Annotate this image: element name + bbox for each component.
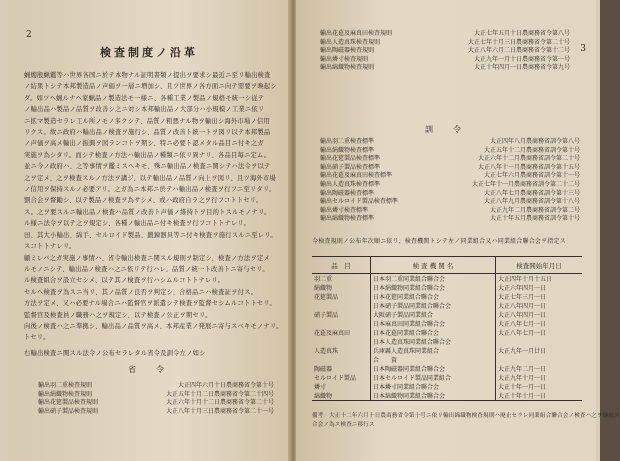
- cell-org: 大阪硝子製品同業組合: [371, 310, 496, 319]
- paragraph-line: ノ輸出品ハ製品ノ品質ヲ改善シ之ニ対シ本邦輸出品ノ大部分ハ小規模ノ工業ニ依リ: [24, 106, 265, 114]
- cell-item: 羽二重: [314, 276, 333, 283]
- table-row: [312, 346, 582, 355]
- footnote-line: 合会ノ為ス検査ニ移行ス: [312, 422, 375, 428]
- cell-date: 大正十年一月一日: [498, 384, 547, 391]
- paragraph-line: トセリ。: [24, 334, 50, 342]
- cell-item: 人造真珠: [314, 348, 339, 355]
- table-row: [312, 310, 582, 319]
- ordinance-list-cont: [320, 30, 570, 73]
- cell-date: 大正八年七月一日: [498, 321, 547, 328]
- instruction-row: [320, 138, 580, 147]
- table-row: [312, 301, 582, 310]
- paragraph-line: 監督官及検査員ノ職務ハ之ヲ規定シ、以テ検査ノ公正ヲ期セリ。: [24, 311, 212, 319]
- instruction-ref: 大正九年二月農商務省訓令第二号: [489, 206, 580, 214]
- instruction-row: [320, 190, 580, 199]
- table-row: [312, 355, 582, 364]
- table-row: [312, 382, 582, 391]
- footnote: [312, 412, 620, 430]
- cell-org: 日本絹織物同業組合聯合会: [371, 283, 496, 292]
- cell-item: [312, 337, 371, 346]
- paragraph-line: セルヘ検査ヲ為スニ当リ、其ノ品質ノ良否ヲ判定シ、合格品ニハ検査証ヲ付ス。: [24, 288, 258, 296]
- instruction-ref: 大正八年十一月農商務省訓令第十五号: [477, 163, 580, 171]
- instruction-ref: 大正七年六月農商務省訓令第十一号: [483, 172, 580, 180]
- section-title-instructions: 訓 令: [425, 125, 467, 134]
- cell-item: 花筵製品: [314, 294, 339, 301]
- instruction-name: 輸出セルロイド製品検査標準: [320, 198, 398, 206]
- ordinance-ref: 大正九年一月十日農商務省令第一号: [473, 55, 570, 63]
- cell-date: 大正六年四月一日: [498, 285, 547, 292]
- instruction-row: [320, 172, 580, 181]
- instruction-ref: 大正十年五月農商務省訓令第十号: [489, 215, 580, 223]
- section-title-ordinances: 省 令: [128, 365, 170, 374]
- instruction-name: 輸出人造真珠検査標準: [320, 180, 381, 188]
- instruction-ref: 大正四年八月農商務省訓令第八号: [489, 138, 580, 145]
- cell-date: 大正九年二月一日: [498, 366, 547, 373]
- ordinance-row: [320, 47, 570, 56]
- ordinance-name: 輸出花莚及麻真田検査規則: [320, 30, 393, 37]
- ordinance-ref: 大正六年十月十二日農商務省令第二十号: [165, 399, 274, 407]
- cell-org: 日本硝子製品同業組合聯合会: [371, 301, 496, 310]
- instruction-name: 輸出陶磁器検査標準: [320, 189, 375, 197]
- paragraph-line: 蝋燭殷蝋鑑等ハ世界各国ニ於テ本物ナル証明書類ノ提出ヲ要求シ最近ニ至リ輸出検査: [24, 72, 271, 79]
- header-date: 検査開始年月日: [496, 257, 583, 274]
- cell-item: 花莚及麻真田: [314, 330, 351, 337]
- ordinance-row: [38, 382, 274, 391]
- notice-text: 右輸出検査ニ関スル法令ノ公布セラレタル省令及訓令左ノ如シ: [24, 350, 206, 357]
- cell-item: [312, 301, 371, 310]
- paragraph-line: ル検査組合ヲ設立セシメ、以テ其ノ検査ヲ行ハシムルコトトナレリ。: [24, 277, 225, 285]
- table-row: [312, 283, 582, 292]
- cell-date: 大正八年七月一日: [498, 330, 547, 337]
- cell-org: 日本陶磁器同業組合聯合会: [371, 364, 496, 373]
- instruction-row: [320, 198, 580, 207]
- ordinance-ref: 大正八年十月三日農商務省令第二十一号: [165, 407, 274, 415]
- cell-item: [312, 319, 371, 328]
- paragraph-line: 向後ノ検査ハ之ニ準拠シ、輸出品ノ品質ヲ高メ、本邦産業ノ発展ニ寄与スベキモノナリ。: [24, 322, 283, 330]
- page-title: 検査制度ノ沿革: [100, 46, 198, 59]
- paragraph-line: ノ結果トシテ本邦製造品ノ声価ヲ一層ニ増加シ、且ツ世界ノ各方面ニ向テ需要ヲ喚起シ: [24, 83, 277, 91]
- paragraph-line: ルモノニシテ、輸出品ノ検査ハ之ニ依リテ行ハレ、品質ノ統一ト改善トニ寄与セリ。: [24, 265, 269, 273]
- instruction-row: [320, 181, 580, 190]
- cell-item: [312, 355, 371, 364]
- inspection-agency-table: [312, 256, 582, 401]
- instruction-list: [320, 138, 580, 224]
- left-page: [8, 0, 290, 461]
- cell-item: 燐寸: [314, 384, 327, 391]
- table-row: [312, 274, 582, 284]
- instruction-ref: 大正八年九月農商務省訓令第十八号: [483, 198, 580, 206]
- cell-item: 絹織物: [314, 285, 333, 292]
- instruction-row: [320, 215, 580, 224]
- instruction-ref: 大正七年十一月農商務省訓令第二十二号: [471, 180, 580, 188]
- ordinance-name: 輸出燐寸検査規則: [320, 55, 369, 63]
- header-org: 検 査 機 関 名: [371, 257, 496, 274]
- paragraph-line: ル様ニ法令ヲ以テ之ヲ規定シ、各種ノ輸出品ニ付キ検査ヲ行フコトトナレリ。: [24, 220, 251, 228]
- paragraph-line: ノ声価ヲ高メ輸出ノ振興ヲ図ランコトヲ期シ、特ニ必要ト認メタル品目ニ付キ之ガ: [24, 140, 264, 148]
- table-header-row: [312, 257, 582, 274]
- instruction-name: 輸出硝子製品検査標準: [320, 163, 381, 171]
- cell-date: [496, 337, 583, 346]
- body-text: [24, 70, 283, 344]
- cell-org: 日本綿織物同業組合聯合会: [371, 391, 496, 401]
- instruction-name: 輸出燐寸検査標準: [320, 206, 369, 214]
- table-intro: 今検査規則ノ公布年次順ニ依リ、検査機関トシテ左ノ同業組合又ハ同業組合聯合会ヲ指定ス: [312, 238, 566, 245]
- instruction-name: 輸出花筵製品検査標準: [320, 155, 381, 163]
- ordinance-row: [320, 64, 570, 73]
- paragraph-line: スコトトナレリ。: [24, 243, 76, 251]
- ordinance-name: 輸出絹織物検査規則: [38, 390, 93, 398]
- paragraph-line: リクス。故ニ政府ハ輸出品ノ検査ヲ施行シ、品質ノ改善ト統一トヲ図リ以テ本邦製品: [24, 129, 271, 137]
- instruction-row: [320, 155, 580, 164]
- paragraph-line: 之ヲ定メ、之ヲ検査スルノ方法ヲ講ジ、以テ輸出品ノ品質ノ向上ヲ図リ、且ツ海外市場: [24, 174, 276, 182]
- ordinance-name: 輸出陶磁器検査規則: [320, 47, 375, 55]
- footnote-line: 備考 大正十二年六月十日農商務省令第十号ニ依リ輸出綿織物検査規則ハ廃止セラレ同業組合聯合会ノ検査ハ之ヲ継続ス: [312, 413, 620, 419]
- table-row: [312, 292, 582, 301]
- paragraph-line: 実施ヲ為シタリ。而シテ検査ノ方法ハ輸出品ノ種類ニ依リ異ナリ、各品目毎ニ定ム。: [24, 151, 271, 159]
- ordinance-row: [38, 399, 274, 408]
- table-row: [312, 364, 582, 373]
- ordinance-name: 輸出綿織物検査規則: [320, 64, 375, 72]
- table-row: [312, 337, 582, 346]
- table-row: [312, 373, 582, 382]
- cell-item: 綿織物: [312, 391, 371, 401]
- paragraph-line: 田、其大小輸出、綿手、セルロイド製品、鍛錬器具等ニ付キ検査ヲ施行スルニ至レリ。: [24, 231, 277, 239]
- ordinance-name: 輸出花筵製品検査規則: [38, 399, 99, 407]
- cell-org: 日本燐寸同業組合聯合会: [371, 382, 496, 391]
- ordinance-name: 輸出硝子製品検査規則: [38, 407, 99, 415]
- ordinance-row: [38, 408, 274, 417]
- page-number: 3: [580, 44, 586, 54]
- instruction-name: 輸出絹織物検査標準: [320, 146, 375, 154]
- instruction-ref: 大正八年七月農商務省訓令第十三号: [483, 189, 580, 197]
- cell-date: 大正四年十月十五日: [498, 276, 553, 283]
- cell-org: 日本花莚同業組合聯合会: [371, 328, 496, 337]
- ordinance-row: [320, 39, 570, 48]
- ordinance-name: 輸出羽二重検査規則: [38, 382, 93, 389]
- cell-date: 大正八年四月一日: [498, 312, 547, 319]
- paragraph-line: 並ニ今ノ政府ハ、之等事情ヲ鑑ミスヘキモ、殊ニ輸出品ノ検査ニ関シテハ法令ヲ以テ: [24, 163, 271, 171]
- cell-org: 日本羽二重同業組合聯合会: [371, 274, 496, 284]
- cell-date: 大正九年一月廿日: [498, 348, 547, 355]
- ordinance-ref: 大正十年四月一日農商務省令第九号: [473, 64, 570, 72]
- cell-org: 日本人造真珠同業組合聯合会: [371, 337, 496, 346]
- instruction-ref: 大正五年十二月農商務省訓令第十号: [483, 146, 580, 154]
- cell-org: 兵庫縣人造真珠同業組合: [371, 346, 496, 355]
- paragraph-line: 劉合会ヲ督勵シ、以テ製品ノ検査ヲ為サシメ、或ハ政府自ラ之ヲ行フコトトセリ。: [24, 197, 263, 205]
- right-page: [296, 0, 620, 461]
- header-item: 品 目: [312, 257, 371, 274]
- instruction-row: [320, 147, 580, 156]
- ordinance-ref: 大正七年五月十日農商務省令第八号: [473, 30, 570, 37]
- paragraph-line: 顧ミレバ之ガ実施ノ事情ハ、省令輸出検査ニ関スル規則ヲ制定シ、検査ノ方法ヲ定メ: [24, 254, 270, 262]
- table-row: [312, 319, 582, 328]
- ordinance-row: [38, 391, 274, 400]
- cell-org: 合 資: [371, 355, 496, 364]
- cell-org: 日本花筵同業組合聯合会: [371, 292, 496, 301]
- table-row: [312, 328, 582, 337]
- cell-date: 大正十年十月一日: [496, 391, 583, 401]
- paragraph-line: ダ。如ツヘ蝋ルナヘ家蝋品ノ製造法モ一様ニ、各種工業ノ製品ノ規格モ統一シ従テ: [24, 94, 265, 102]
- cell-item: セルロイド製品: [314, 375, 356, 382]
- cell-date: [496, 355, 583, 364]
- ordinance-ref: 大正八年六月二日農商務省令第十二号: [467, 47, 570, 55]
- cell-date: 大正九年十月一日: [498, 375, 547, 382]
- table-row: [312, 391, 582, 401]
- cell-date: 大正七年三月一日: [498, 294, 547, 301]
- cell-org: 日本麻真田同業組合聯合会: [371, 319, 496, 328]
- cell-item: 陶磁器: [314, 366, 333, 373]
- cell-item: 硝子製品: [314, 312, 339, 319]
- ordinance-ref: 大正五年十月二日農商務省令第二十四号: [165, 390, 274, 398]
- instruction-name: 輸出花莚及麻真田検査標準: [320, 172, 393, 180]
- paragraph-line: ス。之ヲ要スルニ輸出品ノ検査ハ品質ノ改善ト声価ノ維持トヲ目的トスルモノナリ。: [24, 208, 271, 216]
- instruction-name: 輸出綿織物検査標準: [320, 215, 375, 223]
- cell-org: 日本セルロイド製品同業組合: [371, 373, 496, 382]
- paragraph-line: 方法ヲ定メ、又ハ必要ナル場合ニハ監督官ヲ派遣シテ検査ヲ監督セシムルコトトセリ。: [24, 300, 276, 308]
- ordinance-name: 輸出人造真珠検査規則: [320, 38, 381, 46]
- instruction-ref: 大正六年十二月農商務省訓令第二十号: [477, 155, 580, 163]
- ordinance-ref: 大正四年六月十日農商務省令第十号: [177, 382, 274, 389]
- paragraph-line: ノ信用ヲ保持スルノ必要アリ。之ガ為ニ本邦ニ於テハ輸出品ノ検査ヲ行フニ至リタリ。: [24, 186, 276, 194]
- instruction-name: 輸出羽二重検査標準: [320, 138, 375, 145]
- ordinance-row: [320, 30, 570, 39]
- ordinance-ref: 大正七年十月三日農商務省令第二十号: [467, 38, 570, 46]
- cell-date: 大正八年四月一日: [498, 303, 547, 310]
- paragraph-line: ニ拡マ製造セラレ工ル所ノモノ多クシテ、品質ノ粗悪ナル物ヲ輸出シ海外市場ノ信用: [24, 117, 270, 125]
- page-number: 2: [26, 30, 32, 40]
- ordinance-list: [38, 382, 274, 416]
